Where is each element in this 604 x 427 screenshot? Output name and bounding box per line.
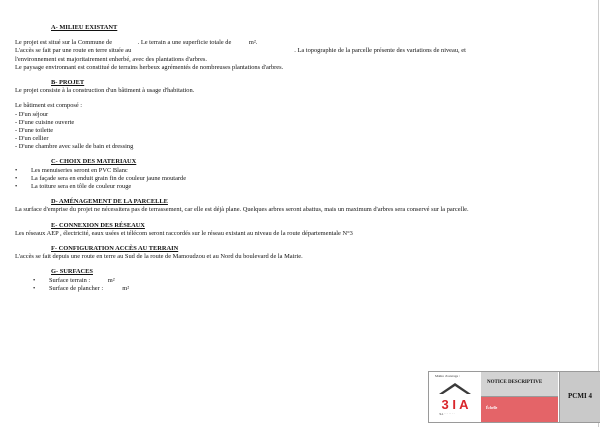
section-b-heading: B- PROJET (51, 78, 85, 86)
list-item: - D'un séjour (15, 110, 49, 118)
document-title: NOTICE DESCRIPTIVE (487, 380, 543, 385)
document-title-panel (481, 372, 558, 397)
section-g-heading: G- SURFACES (51, 268, 93, 276)
section-d-text: La surface d'emprise du projet ne nécessitera pas de terrassement, car elle est déjà plane. Quelques arbres seront abattus, mais un maximum d'arbres sera conservé sur la parcelle. (15, 206, 469, 214)
section-f-heading: F- CONFIGURATION ACCÈS AU TERRAIN (51, 244, 179, 252)
logo-text: 3 I A (441, 397, 469, 412)
section-a-line-1: Le projet est situé sur la Commune de . Le terrain a une superficie totale de m². (15, 39, 258, 47)
list-item: - D'une toilette (15, 126, 54, 134)
section-b-list-title: Le bâtiment est composé : (15, 102, 83, 110)
section-a-line-2: L'accès se fait par une route en terre située au . La topographie de la parcelle présente des variations de niveau, et (15, 47, 466, 55)
section-d-heading: D- AMÉNAGEMENT DE LA PARCELLE (51, 198, 168, 206)
logo-panel (429, 372, 482, 422)
section-a-heading: A- MILIEU EXISTANT (51, 24, 118, 31)
list-item: • Les menuiseries seront en PVC Blanc (15, 166, 128, 174)
list-item: • Surface de plancher : m² (33, 284, 130, 292)
notice-content (15, 24, 595, 293)
maitre-ouvrage-label: Maître d'ouvrage : (435, 374, 460, 378)
list-item: • La façade sera en enduit grain fin de couleur jaune moutarde (15, 174, 187, 182)
list-item: • Surface terrain : m² (33, 276, 115, 284)
list-item: - D'un cellier (15, 135, 49, 143)
section-e-heading: E- CONNEXION DES RÉSEAUX (51, 221, 145, 229)
title-block (428, 371, 600, 423)
section-a-line-4: Le paysage environnant est constitué de terrains herbeux agrémentés de nombreuses plantations d'arbres. (15, 63, 284, 71)
scale-label: Échelle (486, 406, 498, 410)
list-item: - D'une chambre avec salle de bain et dressing (15, 143, 134, 151)
list-item: • La toiture sera en tôle de couleur rouge (15, 183, 132, 190)
scale-panel (481, 397, 558, 422)
company-logo (435, 380, 475, 412)
document-reference: PCMI 4 (568, 392, 592, 400)
section-c-heading: C- CHOIX DES MATERIAUX (51, 158, 137, 166)
list-item: - D'une cuisine ouverte (15, 118, 75, 126)
logo-subtitle: 3IA · · · · · · · (439, 413, 455, 416)
section-f-text: L'accès se fait depuis une route en terre au Sud de la route de Mamoudzou et au Nord du boulevard de la Mairie. (15, 253, 303, 261)
reference-panel (559, 372, 600, 422)
section-b-intro: Le projet consiste à la construction d'un bâtiment à usage d'habitation. (15, 87, 195, 95)
section-e-text: Les réseaux AEP , électricité, eaux usées et télécom seront raccordés sur le réseau existant au niveau de la route départementale N°3 (15, 229, 353, 237)
section-a-line-3: l'environnement est majoritairement enherbé, avec des plantations d'arbres. (15, 55, 207, 63)
page-border (598, 0, 599, 427)
